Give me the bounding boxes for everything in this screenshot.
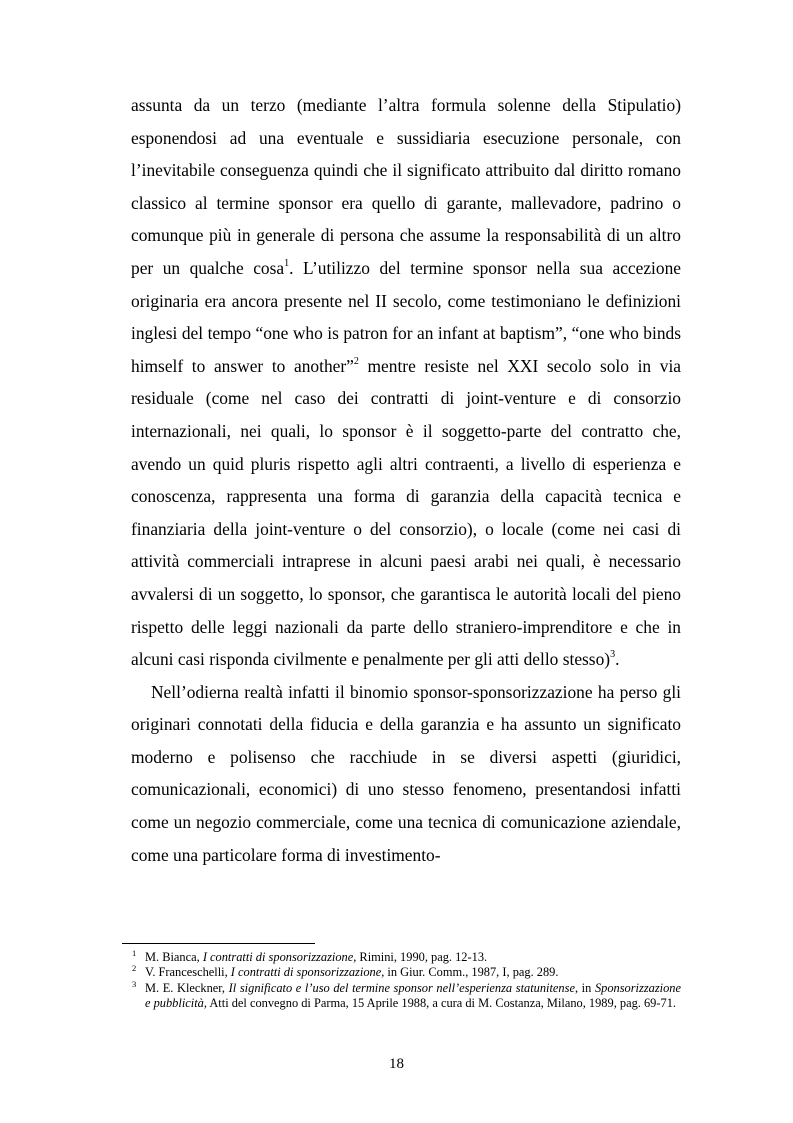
footnote-text: V. Franceschelli,: [145, 965, 231, 980]
footnote-number: 2: [132, 963, 137, 974]
footnote-1: [132, 950, 681, 965]
footnotes: [132, 950, 681, 1012]
footnote-text: , in Giur. Comm., 1987, I, pag. 289.: [381, 965, 559, 980]
footnote-number: 1: [132, 948, 137, 958]
paragraph-1: [131, 89, 681, 676]
body-text: [131, 89, 681, 871]
footnote-ref-1[interactable]: 1: [284, 257, 290, 269]
paragraph-1-text-a: assunta da un terzo (mediante l’altra formula solenne della Stipulatio) esponendosi ad una eventuale e sussidiaria esecuzione personale, con l’inevitabile conseguenza quindi che il significato attribuito dal diritto romano classico al termine sponsor era quello di garante, mallevadore, padrino o comunque più in generale di persona che assume la responsabilità di un altro per un qualche cosa: [131, 95, 681, 278]
footnote-title: Il significato e l’uso del termine sponsor nell’esperienza statunitense: [228, 980, 575, 995]
footnote-text: M. E. Kleckner,: [145, 980, 229, 995]
footnote-text: , Atti del convegno di Parma, 15 Aprile 1988, a cura di M. Costanza, Milano, 1989, pag. 69-71.: [203, 996, 676, 1011]
footnote-title: I contratti di sponsorizzazione: [230, 965, 382, 980]
paragraph-1-text-b: . L’utilizzo del termine sponsor nella sua accezione originaria era ancora presente nel II secolo, come testimoniano le definizioni inglesi del tempo “one who is patron for an infant at baptism”, “one who binds himself to answer to another”: [131, 257, 681, 376]
footnote-text: , Rimini, 1990, pag. 12-13.: [353, 950, 488, 964]
footnote-text: M. Bianca,: [145, 950, 203, 964]
footnote-title: Sponsorizzazione e pubblicità: [145, 980, 681, 1011]
paragraph-2: Nell’odierna realtà infatti il binomio sponsor-sponsorizzazione ha perso gli originari connotati della fiducia e della garanzia e ha assunto un significato moderno e polisenso che racchiude in se diversi aspetti (giuridici, comunicazionali, economici) di uno stesso fenomeno, presentandosi infatti come un negozio commerciale, come una tecnica di comunicazione aziendale, come una particolare forma di investimento-: [131, 681, 681, 865]
page-number: 18: [389, 1056, 404, 1072]
footnote-separator: [122, 943, 315, 944]
footnote-ref-2[interactable]: 2: [353, 355, 359, 367]
footnote-number: 3: [132, 978, 137, 989]
paragraph-1-text-d: .: [615, 649, 620, 670]
footnote-3: [132, 978, 681, 1012]
footnote-text: , in: [574, 980, 595, 995]
footnote-title: I contratti di sponsorizzazione: [202, 950, 354, 964]
paragraph-1-text-c: mentre resiste nel XXI secolo solo in via residuale (come nel caso dei contratti di joint-venture e di consorzio internazionali, nei quali, lo sponsor è il soggetto-parte del contratto che, avendo un quid pluris rispetto agli altri contraenti, a livello di esperienza e conoscenza, rappresenta una forma di garanzia della capacità tecnica e finanziaria della joint-venture o del consorzio), o locale (come nei casi di attività commerciali intraprese in alcuni paesi arabi nei quali, è necessario avvalersi di un soggetto, lo sponsor, che garantisca le autorità locali del pieno rispetto delle leggi nazionali da parte dello straniero-imprenditore e che in alcuni casi risponda civilmente e penalmente per gli atti dello stesso): [131, 355, 681, 670]
footnote-2: [132, 965, 681, 980]
footnote-ref-3[interactable]: 3: [610, 649, 616, 661]
